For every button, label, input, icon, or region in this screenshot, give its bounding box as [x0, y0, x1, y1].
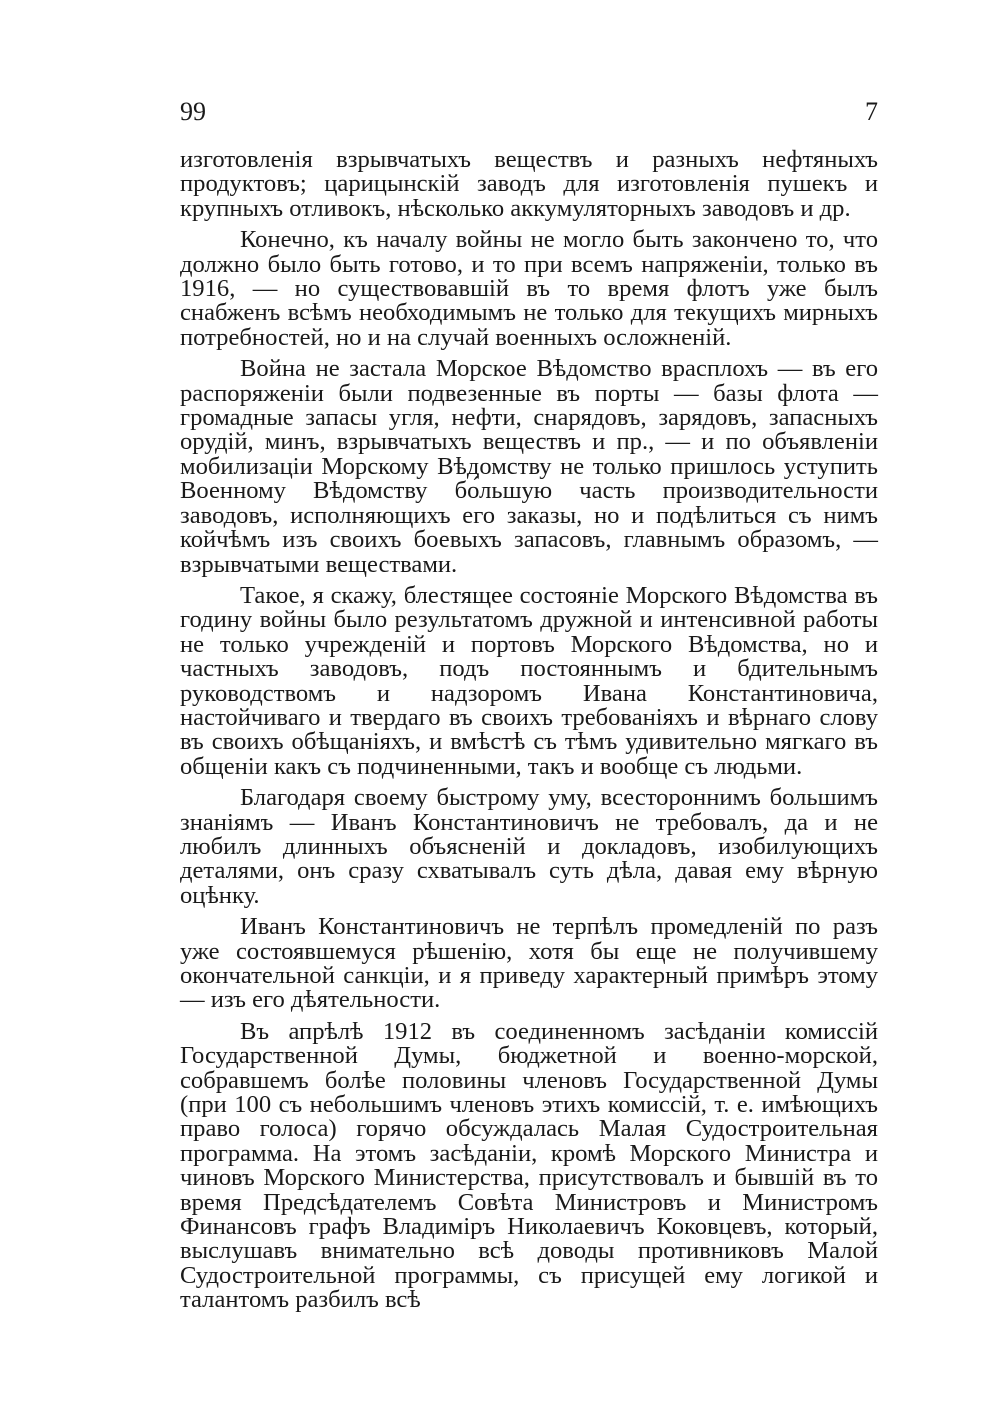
paragraph-continuation: изготовленія взрывчатыхъ веществъ и разныхъ нефтяныхъ продуктовъ; царицынскій заводъ для изготовленія пушекъ и крупныхъ отливокъ, нѣсколько аккумуляторныхъ заводовъ и др.: [180, 146, 878, 222]
paragraph: Такое, я скажу, блестящее состояніе Морского Вѣдомства въ годину войны было результатомъ дружной и интенсивной работы не только учрежденій и портовъ Морского Вѣдомства, но и частныхъ заводовъ, подъ постояннымъ и бдительнымъ руководствомъ и надзоромъ Ивана Константиновича, настойчиваго и твердаго въ своихъ требованіяхъ и вѣрнаго слову въ своихъ обѣщаніяхъ, и вмѣстѣ съ тѣмъ удивительно мягкаго въ общеніи какъ съ подчиненными, такъ и вообще съ людьми.: [180, 581, 878, 780]
paragraph: Благодаря своему быстрому уму, всестороннимъ большимъ знаніямъ — Иванъ Константиновичъ не требовалъ, да и не любилъ длинныхъ объясненій и докладовъ, изобилующихъ деталями, онъ сразу схватывалъ суть дѣла, давая ему вѣрную оцѣнку.: [180, 784, 878, 909]
page-header: [180, 92, 878, 132]
paragraph: Конечно, къ началу войны не могло быть закончено то, что должно было быть готово, и то при всемъ напряженіи, только въ 1916, — но существовавшій въ то время флотъ уже былъ снабженъ всѣмъ необходимымъ не только для текущихъ мирныхъ потребностей, но и на случай военныхъ осложненій.: [180, 226, 878, 351]
page-number-left: 99: [180, 97, 206, 126]
paragraph-continued: Въ апрѣлѣ 1912 въ соединенномъ засѣданіи комиссій Государственной Думы, бюджетной и военно-морской, собравшемъ болѣе половины членовъ Государственной Думы (при 100 съ небольшимъ членовъ этихъ комиссій, т. е. имѣющихъ право голоса) горячо обсуждалась Малая Судостроительная программа. На этомъ засѣданіи, кромѣ Морского Министра и чиновъ Морского Министерства, присутствовалъ и бывшій въ то время Предсѣдателемъ Совѣта Министровъ и Министромъ Финансовъ графъ Владиміръ Николаевичъ Коковцевъ, который, выслушавъ внимательно всѣ доводы противниковъ Малой Судостроительной программы, съ присущей ему логикой и талантомъ разбилъ всѣ: [180, 1017, 878, 1314]
paragraph: Иванъ Константиновичъ не терпѣлъ промедленій по разъ уже состоявшемуся рѣшенію, хотя бы еще не получившему окончательной санкціи, и я приведу характерный примѣръ этому — изъ его дѣятельности.: [180, 913, 878, 1014]
page-number-right: 7: [865, 97, 878, 126]
paragraph: Война не застала Морское Вѣдомство врасплохъ — въ его распоряженіи были подвезенные въ порты — базы флота — громадные запасы угля, нефти, снарядовъ, зарядовъ, запасныхъ орудій, минъ, взрывчатыхъ веществъ и пр., — и по объявленіи мобилизаціи Морскому Вѣдомству не только пришлось уступить Военному Вѣдомству бо́льшую часть производительности заводовъ, исполняющихъ его заказы, но и подѣлиться съ нимъ койчѣмъ изъ своихъ боевыхъ запасовъ, главнымъ образомъ, — взрывчатыми веществами.: [180, 355, 878, 578]
body-text: [180, 148, 878, 1313]
